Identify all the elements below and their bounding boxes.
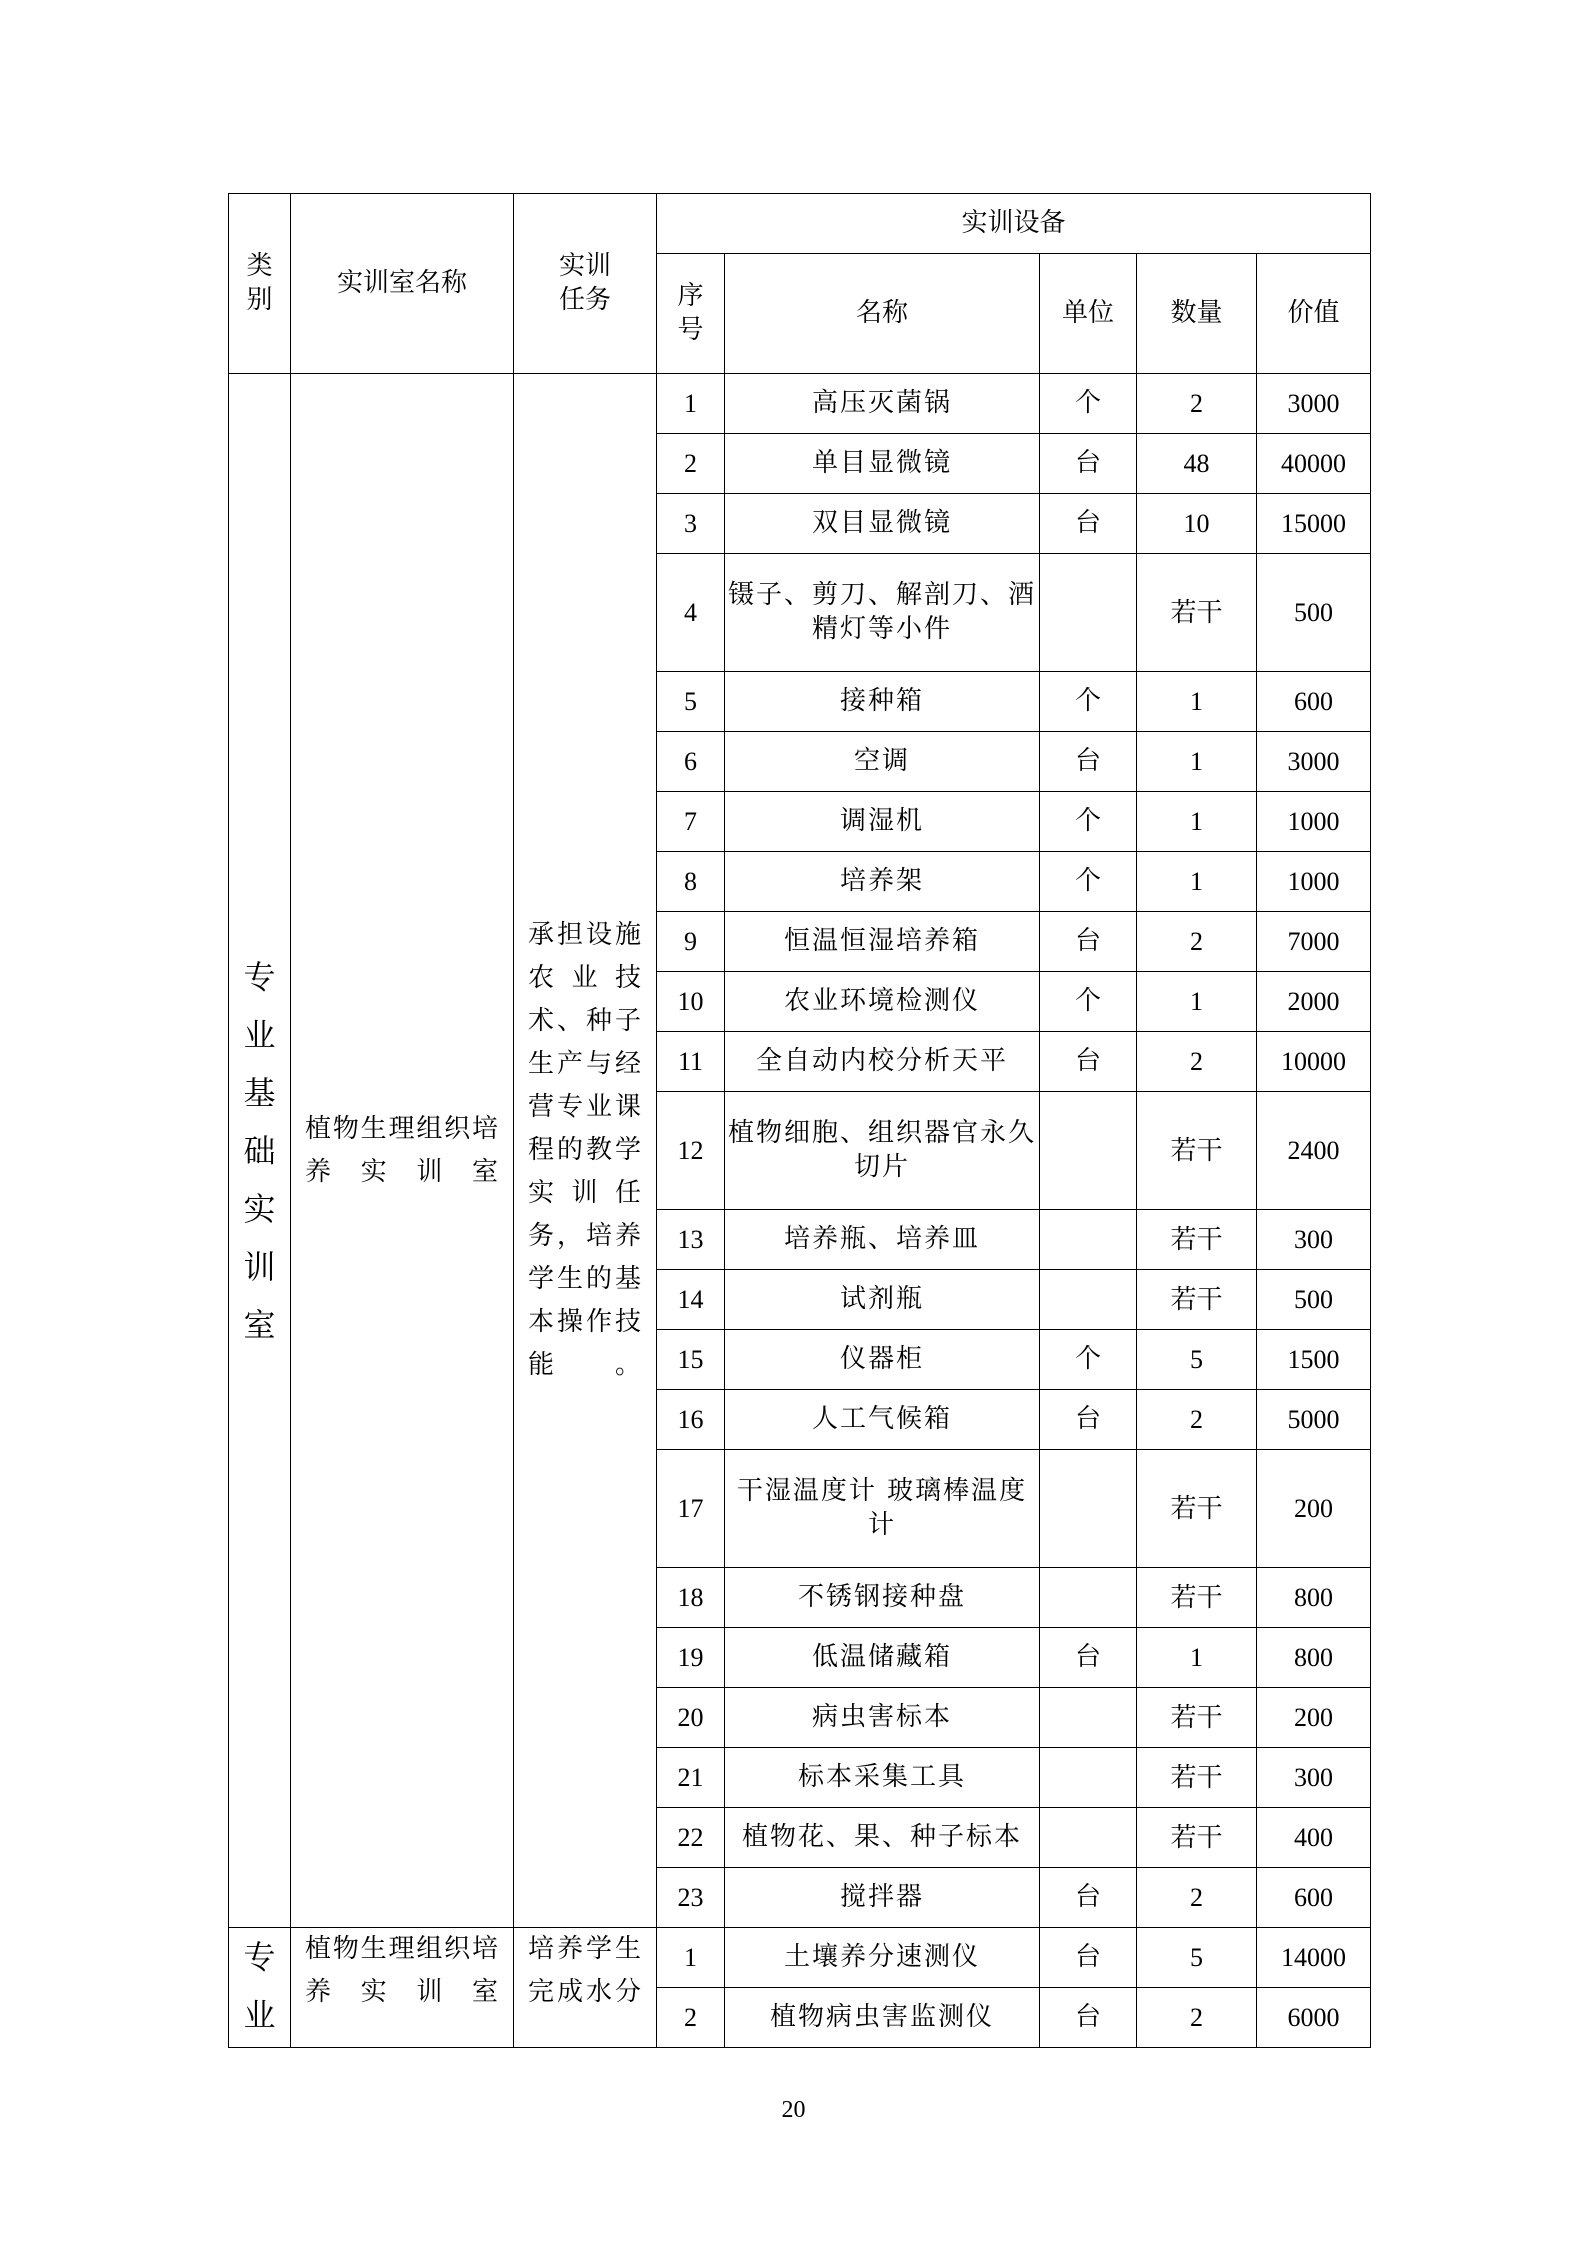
seq-cell: 5: [657, 672, 725, 732]
price-cell: 7000: [1257, 912, 1371, 972]
price-cell: 15000: [1257, 494, 1371, 554]
seq-cell: 17: [657, 1450, 725, 1568]
quantity-cell: 1: [1137, 852, 1257, 912]
seq-cell: 2: [657, 1988, 725, 2048]
equipment-name-cell: 低温储藏箱: [725, 1628, 1040, 1688]
quantity-cell: 48: [1137, 434, 1257, 494]
quantity-cell: 2: [1137, 1032, 1257, 1092]
unit-cell: 台: [1040, 732, 1137, 792]
seq-cell: 15: [657, 1330, 725, 1390]
quantity-cell: 若干: [1137, 1688, 1257, 1748]
seq-cell: 23: [657, 1868, 725, 1928]
equipment-name-cell: 接种箱: [725, 672, 1040, 732]
seq-cell: 14: [657, 1270, 725, 1330]
unit-cell: 台: [1040, 494, 1137, 554]
header-name: 名称: [725, 254, 1040, 374]
room-name-text: 植物生理组织培养实训室: [305, 1934, 499, 2007]
equipment-name-cell: 单目显微镜: [725, 434, 1040, 494]
seq-cell: 6: [657, 732, 725, 792]
section2-body: [229, 1928, 1371, 2048]
header-equipment: 实训设备: [657, 194, 1371, 254]
quantity-cell: 2: [1137, 912, 1257, 972]
unit-cell: 个: [1040, 672, 1137, 732]
price-cell: 500: [1257, 1270, 1371, 1330]
table-row: [229, 1928, 1371, 1988]
price-cell: 1000: [1257, 792, 1371, 852]
price-cell: 800: [1257, 1568, 1371, 1628]
category-cell: [229, 374, 291, 1928]
room-name-cell: [291, 1928, 514, 2048]
equipment-name-cell: 搅拌器: [725, 1868, 1040, 1928]
equipment-table: [228, 193, 1371, 2048]
quantity-cell: 2: [1137, 374, 1257, 434]
quantity-cell: 2: [1137, 1868, 1257, 1928]
task-cell: [514, 374, 657, 1928]
table-row: [229, 374, 1371, 434]
section1-body: [229, 374, 1371, 1928]
category-text: 专业基础实训室: [243, 957, 276, 1344]
price-cell: 400: [1257, 1808, 1371, 1868]
unit-cell: [1040, 554, 1137, 672]
quantity-cell: 5: [1137, 1330, 1257, 1390]
equipment-name-cell: 病虫害标本: [725, 1688, 1040, 1748]
unit-cell: 台: [1040, 1928, 1137, 1988]
seq-cell: 1: [657, 1928, 725, 1988]
equipment-name-cell: 镊子、剪刀、解剖刀、酒精灯等小件: [725, 554, 1040, 672]
equipment-name-cell: 全自动内校分析天平: [725, 1032, 1040, 1092]
quantity-cell: 1: [1137, 1628, 1257, 1688]
equipment-name-cell: 植物病虫害监测仪: [725, 1988, 1040, 2048]
unit-cell: [1040, 1092, 1137, 1210]
quantity-cell: 若干: [1137, 1748, 1257, 1808]
quantity-cell: 1: [1137, 732, 1257, 792]
price-cell: 3000: [1257, 374, 1371, 434]
price-cell: 1500: [1257, 1330, 1371, 1390]
equipment-name-cell: 标本采集工具: [725, 1748, 1040, 1808]
seq-cell: 11: [657, 1032, 725, 1092]
equipment-name-cell: 不锈钢接种盘: [725, 1568, 1040, 1628]
seq-cell: 9: [657, 912, 725, 972]
price-cell: 600: [1257, 672, 1371, 732]
price-cell: 500: [1257, 554, 1371, 672]
unit-cell: 台: [1040, 1032, 1137, 1092]
seq-cell: 20: [657, 1688, 725, 1748]
equipment-name-cell: 人工气候箱: [725, 1390, 1040, 1450]
seq-cell: 19: [657, 1628, 725, 1688]
quantity-cell: 1: [1137, 672, 1257, 732]
price-cell: 2400: [1257, 1092, 1371, 1210]
unit-cell: 台: [1040, 1988, 1137, 2048]
header-price: 价值: [1257, 254, 1371, 374]
task-cell: [514, 1928, 657, 2048]
unit-cell: 台: [1040, 434, 1137, 494]
equipment-name-cell: 土壤养分速测仪: [725, 1928, 1040, 1988]
quantity-cell: 若干: [1137, 1210, 1257, 1270]
unit-cell: [1040, 1688, 1137, 1748]
quantity-cell: 若干: [1137, 1808, 1257, 1868]
equipment-name-cell: 高压灭菌锅: [725, 374, 1040, 434]
quantity-cell: 2: [1137, 1988, 1257, 2048]
price-cell: 14000: [1257, 1928, 1371, 1988]
quantity-cell: 1: [1137, 792, 1257, 852]
price-cell: 6000: [1257, 1988, 1371, 2048]
unit-cell: 台: [1040, 912, 1137, 972]
header-room-name: 实训室名称: [291, 194, 514, 374]
price-cell: 200: [1257, 1450, 1371, 1568]
equipment-name-cell: 植物花、果、种子标本: [725, 1808, 1040, 1868]
equipment-name-cell: 仪器柜: [725, 1330, 1040, 1390]
price-cell: 800: [1257, 1628, 1371, 1688]
quantity-cell: 若干: [1137, 554, 1257, 672]
quantity-cell: 2: [1137, 1390, 1257, 1450]
seq-cell: 8: [657, 852, 725, 912]
price-cell: 1000: [1257, 852, 1371, 912]
seq-cell: 22: [657, 1808, 725, 1868]
unit-cell: 台: [1040, 1868, 1137, 1928]
price-cell: 5000: [1257, 1390, 1371, 1450]
equipment-name-cell: 空调: [725, 732, 1040, 792]
unit-cell: [1040, 1270, 1137, 1330]
header-task: 实训任务: [514, 194, 657, 374]
price-cell: 600: [1257, 1868, 1371, 1928]
equipment-name-cell: 恒温恒湿培养箱: [725, 912, 1040, 972]
task-text: 培养学生完成水分: [528, 1934, 642, 2007]
seq-cell: 10: [657, 972, 725, 1032]
header-quantity: 数量: [1137, 254, 1257, 374]
quantity-cell: 5: [1137, 1928, 1257, 1988]
unit-cell: 个: [1040, 852, 1137, 912]
page-number: 20: [781, 2097, 806, 2123]
header-unit: 单位: [1040, 254, 1137, 374]
seq-cell: 18: [657, 1568, 725, 1628]
seq-cell: 21: [657, 1748, 725, 1808]
seq-cell: 4: [657, 554, 725, 672]
equipment-name-cell: 试剂瓶: [725, 1270, 1040, 1330]
unit-cell: 个: [1040, 374, 1137, 434]
unit-cell: [1040, 1808, 1137, 1868]
seq-cell: 1: [657, 374, 725, 434]
price-cell: 300: [1257, 1210, 1371, 1270]
seq-cell: 13: [657, 1210, 725, 1270]
unit-cell: 台: [1040, 1628, 1137, 1688]
room-name-text: 植物生理组织培养实训室: [305, 1113, 499, 1187]
price-cell: 200: [1257, 1688, 1371, 1748]
header-seq: 序号: [657, 254, 725, 374]
unit-cell: [1040, 1450, 1137, 1568]
quantity-cell: 若干: [1137, 1568, 1257, 1628]
equipment-name-cell: 植物细胞、组织器官永久切片: [725, 1092, 1040, 1210]
quantity-cell: 1: [1137, 972, 1257, 1032]
price-cell: 40000: [1257, 434, 1371, 494]
price-cell: 10000: [1257, 1032, 1371, 1092]
category-cell: [229, 1928, 291, 2048]
equipment-name-cell: 培养瓶、培养皿: [725, 1210, 1040, 1270]
price-cell: 2000: [1257, 972, 1371, 1032]
equipment-name-cell: 农业环境检测仪: [725, 972, 1040, 1032]
unit-cell: 台: [1040, 1390, 1137, 1450]
price-cell: 3000: [1257, 732, 1371, 792]
equipment-name-cell: 培养架: [725, 852, 1040, 912]
unit-cell: [1040, 1748, 1137, 1808]
seq-cell: 7: [657, 792, 725, 852]
seq-cell: 12: [657, 1092, 725, 1210]
quantity-cell: 10: [1137, 494, 1257, 554]
task-text: 承担设施农业技术、种子生产与经营专业课程的教学实训任务，培养学生的基本操作技能。: [528, 920, 642, 1380]
quantity-cell: 若干: [1137, 1092, 1257, 1210]
seq-cell: 3: [657, 494, 725, 554]
price-cell: 300: [1257, 1748, 1371, 1808]
unit-cell: 个: [1040, 792, 1137, 852]
unit-cell: [1040, 1210, 1137, 1270]
unit-cell: [1040, 1568, 1137, 1628]
header-category: 类别: [229, 194, 291, 374]
category-text: 专业: [243, 1938, 276, 2034]
unit-cell: 个: [1040, 972, 1137, 1032]
room-name-cell: [291, 374, 514, 1928]
quantity-cell: 若干: [1137, 1270, 1257, 1330]
equipment-name-cell: 调湿机: [725, 792, 1040, 852]
unit-cell: 个: [1040, 1330, 1137, 1390]
equipment-name-cell: 双目显微镜: [725, 494, 1040, 554]
equipment-name-cell: 干湿温度计 玻璃棒温度计: [725, 1450, 1040, 1568]
quantity-cell: 若干: [1137, 1450, 1257, 1568]
seq-cell: 2: [657, 434, 725, 494]
seq-cell: 16: [657, 1390, 725, 1450]
